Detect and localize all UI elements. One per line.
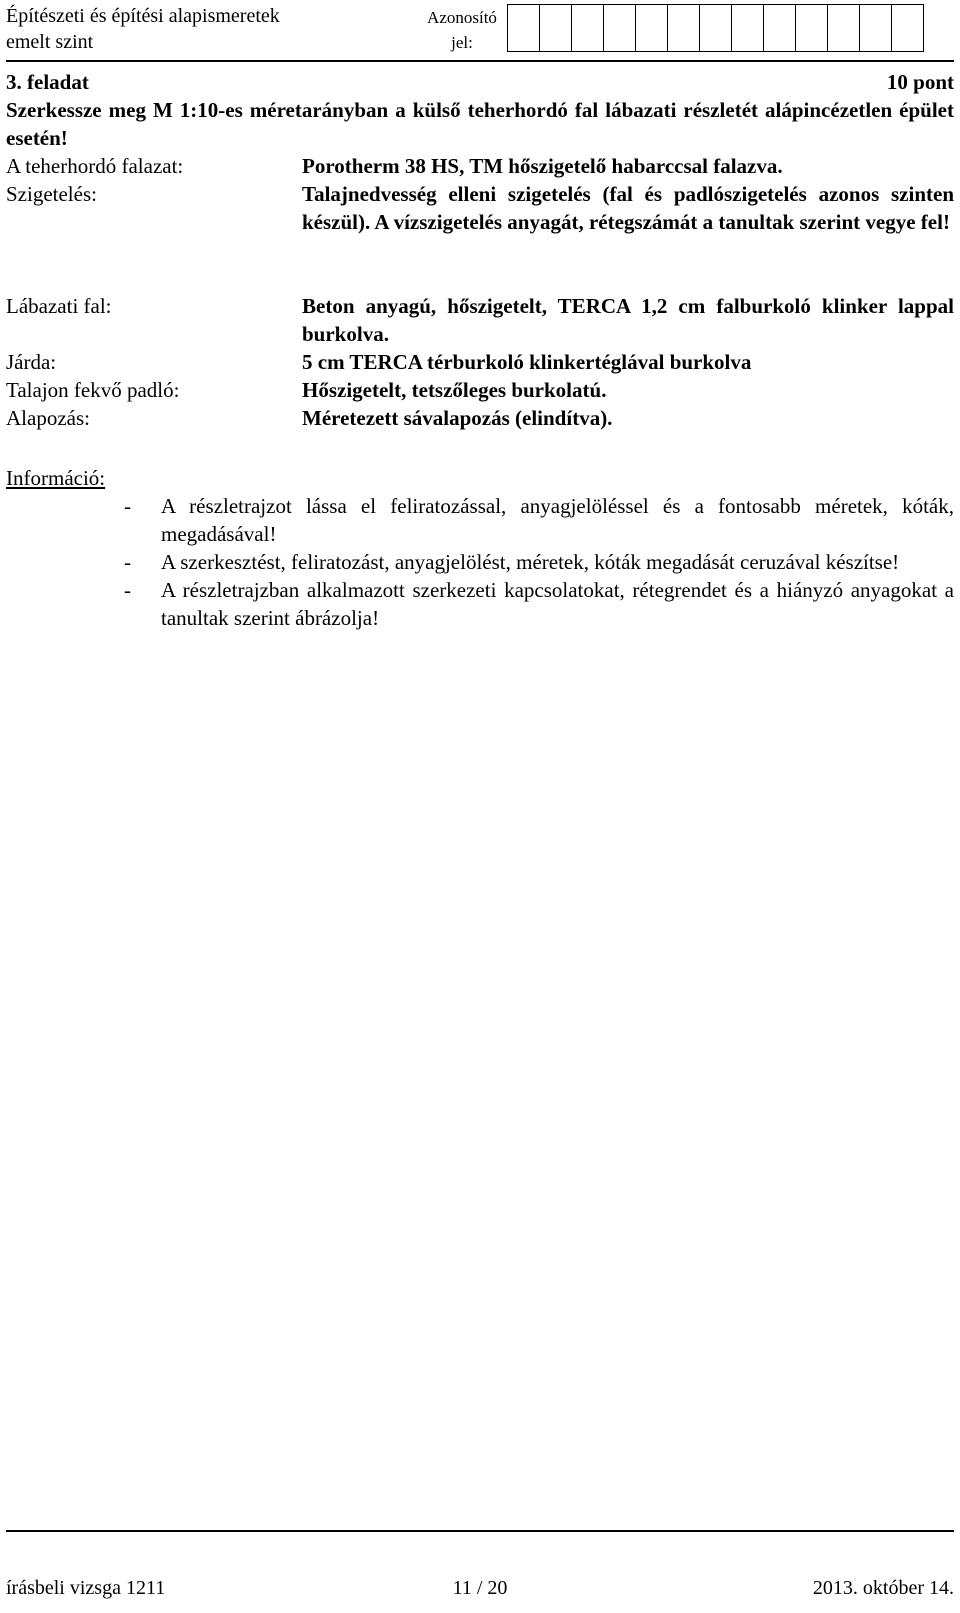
id-box [795, 4, 828, 52]
bullet-dash: - [124, 550, 131, 574]
footer-date: 2013. október 14. [812, 1577, 954, 1599]
list-item-text: A részletrajzot lássa el feliratozással, anyagjelöléssel és a fontosabb méretek, kóták, megadásával! [161, 494, 954, 546]
id-box [827, 4, 860, 52]
spec-label: Lábazati fal: [6, 294, 112, 318]
spec-value: Talajnedvesség elleni szigetelés (fal és padlószigetelés azonos szinten készül). A vízszigetelés anyagát, rétegszámát a tanultak szerint vegye fel! [302, 182, 954, 234]
list-item-text: A szerkesztést, feliratozást, anyagjelölést, méretek, kóták megadását ceruzával készítse! [161, 550, 900, 574]
page-header [6, 0, 954, 64]
spec-value: Hőszigetelt, tetszőleges burkolatú. [302, 378, 607, 402]
info-title: Információ: [6, 466, 106, 490]
info-list [6, 492, 954, 632]
id-box [571, 4, 604, 52]
id-box [603, 4, 636, 52]
list-item [6, 548, 954, 576]
id-box [635, 4, 668, 52]
list-item [6, 576, 954, 632]
id-label-line-1: Azonosító [427, 8, 497, 27]
id-box [763, 4, 796, 52]
spec-label: A teherhordó falazat: [6, 154, 184, 178]
spec-label: Talajon fekvő padló: [6, 378, 180, 402]
list-item-text: A részletrajzban alkalmazott szerkezeti kapcsolatokat, rétegrendet és a hiányzó anyagokat a tanultak szerint ábrázolja! [161, 578, 954, 630]
id-label-line-2: jel: [451, 33, 473, 52]
spec-value: 5 cm TERCA térburkoló klinkertéglával burkolva [302, 350, 752, 374]
header-rule [6, 60, 954, 62]
subject-title [6, 3, 280, 55]
task-title: 3. feladat [6, 70, 89, 94]
footer-page-number: 11 / 20 [452, 1577, 508, 1599]
spec-value: Beton anyagú, hőszigetelt, TERCA 1,2 cm falburkoló klinker lappal burkolva. [302, 294, 954, 346]
id-box [731, 4, 764, 52]
footer-exam-code: írásbeli vizsga 1211 [6, 1577, 166, 1599]
spec-label: Szigetelés: [6, 182, 97, 206]
id-box [891, 4, 924, 52]
task-points: 10 pont [886, 70, 954, 94]
spec-value: Porotherm 38 HS, TM hőszigetelő habarccsal falazva. [302, 154, 783, 178]
id-boxes [508, 4, 924, 52]
id-box [667, 4, 700, 52]
task-heading [6, 68, 954, 96]
spec-label: Alapozás: [6, 406, 90, 430]
id-box [699, 4, 732, 52]
subject-line-1: Építészeti és építési alapismeretek [6, 5, 280, 27]
id-label [424, 5, 500, 55]
id-box [539, 4, 572, 52]
task-intro: Szerkessze meg M 1:10-es méretarányban a külső teherhordó fal lábazati részletét alápincézetlen épület esetén! [6, 98, 954, 150]
spec-value: Méretezett sávalapozás (elindítva). [302, 406, 613, 430]
subject-line-2: emelt szint [6, 31, 94, 53]
id-box [507, 4, 540, 52]
list-item [6, 492, 954, 548]
footer-rule [6, 1530, 954, 1532]
bullet-dash: - [124, 494, 131, 518]
id-box [859, 4, 892, 52]
spec-label: Járda: [6, 350, 57, 374]
bullet-dash: - [124, 578, 131, 602]
